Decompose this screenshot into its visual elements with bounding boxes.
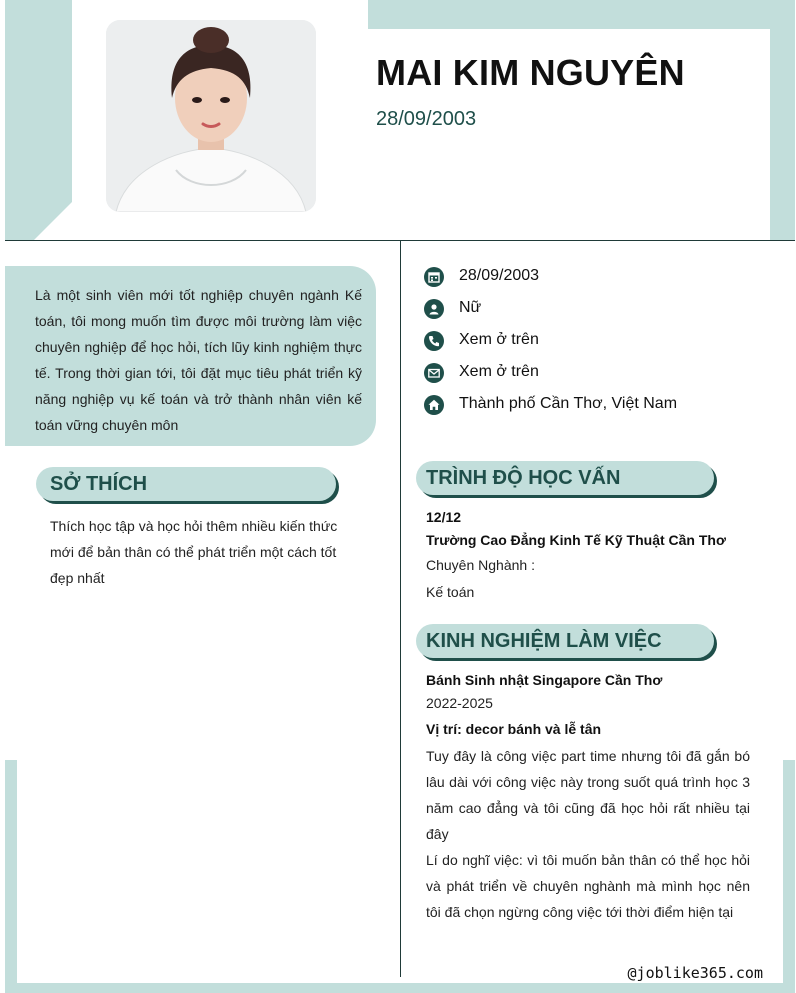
experience-reason: Lí do nghĩ việc: vì tôi muốn bản thân có thể học hỏi và phát triển về chuyên nghành mà mình học nên tôi đã chọn ngừng công việc tới thời điểm hiện tại xyxy=(426,852,750,920)
contact-gender-text: Nữ xyxy=(459,299,482,316)
contact-dob-text: 28/09/2003 xyxy=(459,267,540,284)
contact-email-text: Xem ở trên xyxy=(459,363,539,380)
experience-company: Bánh Sinh nhật Singapore Cần Thơ xyxy=(426,672,663,688)
phone-icon xyxy=(424,331,444,351)
contact-address xyxy=(424,392,784,418)
candidate-dob: 28/09/2003 xyxy=(376,108,477,130)
contact-gender xyxy=(424,296,784,322)
hobbies-text: Thích học tập và học hỏi thêm nhiều kiến thức mới để bản thân có thể phát triển một cách tốt đẹp nhất xyxy=(50,518,338,586)
contact-address-text: Thành phố Cần Thơ, Việt Nam xyxy=(459,395,678,412)
experience-description: Tuy đây là công việc part time nhưng tôi đã gắn bó lâu dài với công việc này trong suốt quá trình học 3 năm cao đẳng và tôi cũng đã học hỏi rất nhiều tại đây xyxy=(426,748,750,842)
candidate-name: MAI KIM NGUYÊN xyxy=(376,52,685,93)
experience-title: KINH NGHIỆM LÀM VIỆC xyxy=(426,630,662,652)
contact-dob xyxy=(424,264,784,290)
education-section xyxy=(426,506,756,606)
experience-period: 2022-2025 xyxy=(426,695,493,711)
calendar-icon xyxy=(424,267,444,287)
contact-email xyxy=(424,360,784,386)
hobbies-title: SỞ THÍCH xyxy=(50,473,148,495)
person-icon xyxy=(424,299,444,319)
photo-card-corner xyxy=(34,198,76,240)
career-objective xyxy=(5,266,376,446)
education-school: Trường Cao Đẳng Kinh Tế Kỹ Thuật Cần Thơ xyxy=(426,532,726,548)
email-icon xyxy=(424,363,444,383)
career-objective-text: Là một sinh viên mới tốt nghiệp chuyên ngành Kế toán, tôi mong muốn tìm được môi trường làm việc chuyên nghiệp để học hỏi, tích lũy kinh nghiệm thực tế. Trong thời gian tới, tôi đặt mục tiêu phát triển kỹ năng nghiệp vụ kế toán và trở thành nhân viên kế toán vững chuyên môn xyxy=(35,287,362,433)
profile-photo xyxy=(106,20,316,212)
education-heading xyxy=(416,461,714,495)
experience-heading xyxy=(416,624,714,658)
hobbies-heading xyxy=(36,467,336,501)
contact-phone xyxy=(424,328,784,354)
contact-phone-text: Xem ở trên xyxy=(459,331,539,348)
column-divider xyxy=(400,241,401,977)
education-grade: 12/12 xyxy=(426,509,462,525)
education-major: Kế toán xyxy=(426,584,475,600)
experience-section xyxy=(426,669,750,925)
home-icon xyxy=(424,395,444,415)
education-title: TRÌNH ĐỘ HỌC VẤN xyxy=(426,467,621,489)
watermark: @joblike365.com xyxy=(627,964,763,982)
experience-position: Vị trí: decor bánh và lễ tân xyxy=(426,721,602,737)
education-major-label: Chuyên Nghành : xyxy=(426,557,535,573)
